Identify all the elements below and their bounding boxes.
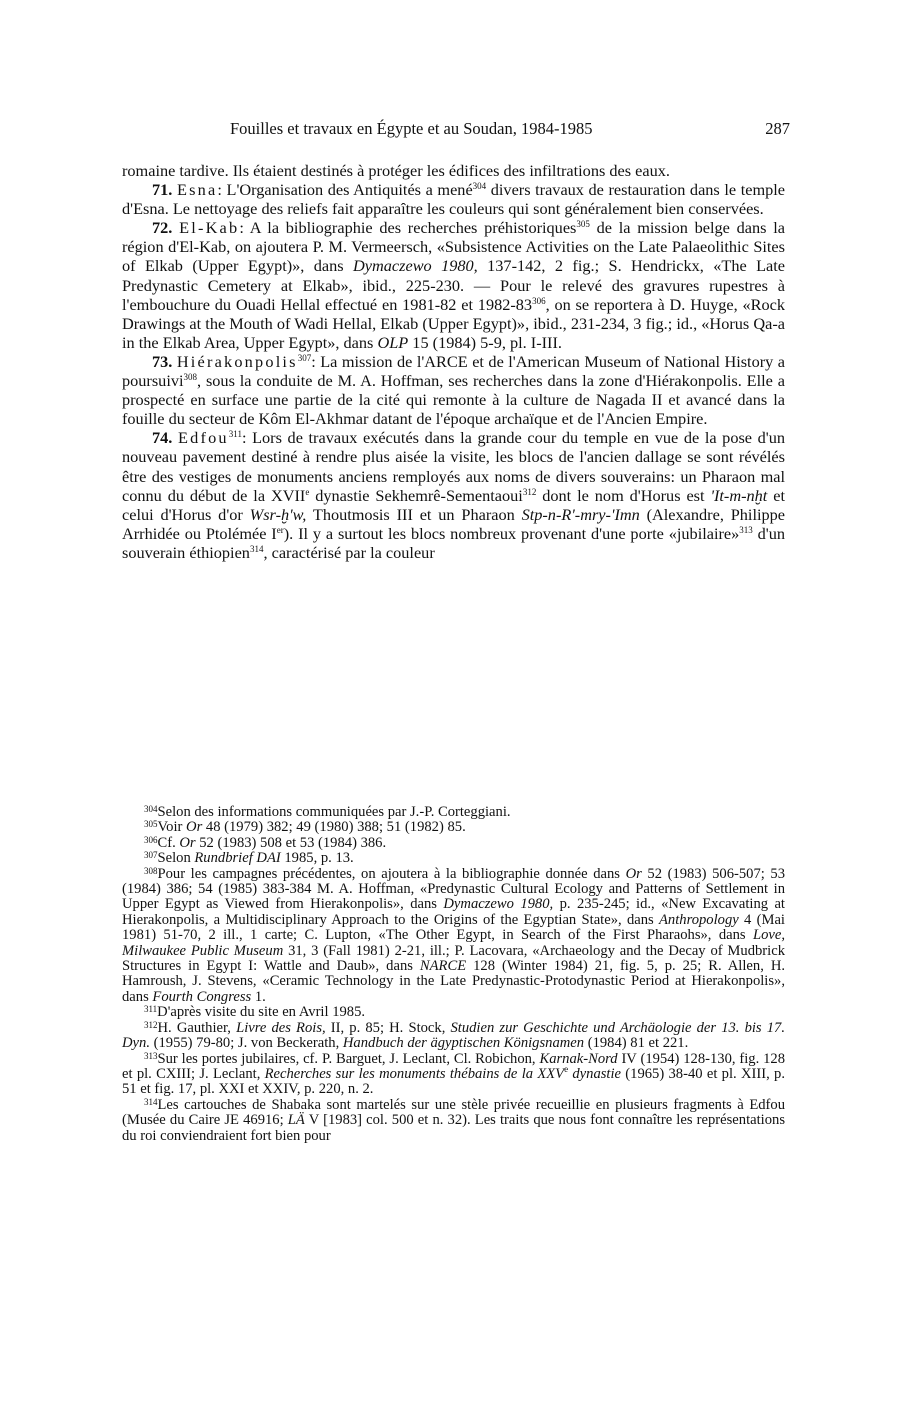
italic-run: Stp-n-R'-mry-'Imn: [521, 504, 640, 524]
text-run: 15 (1984) 5-9, pl. I-III.: [408, 332, 562, 352]
text-run: Selon: [157, 850, 195, 867]
text-run: , on se reportera à D. Huyge, «Rock Drawings at the Mouth of Wadi Hellal, Elkab (Upper Egypt)», ibid., 231-234, 3 fig.; id., «Horus Qa-a in the Elkab Area, Upper Egypt», dans: [122, 294, 785, 352]
text-run: 4 (Mai 1981) 51-70, 2 ill., 1 carte; C. Lupton, «The Other Egypt, in Search of the First Pharaohs», dans: [122, 911, 785, 944]
text-run: , sous la conduite de M. A. Hoffman, ses recherches dans la zone d'Hiérakonpolis. Elle a prospecté en surface une partie de la cité qui remonte à la culture de Nagada II et avancé dans la fouille du secteur de Kôm El-Akhmar datant de l'époque archaïque et de l'Ancien Empire.: [122, 371, 785, 429]
italic-run: LÄ: [287, 1112, 305, 1129]
italic-run: NARCE: [419, 958, 467, 975]
text-run: IV (1954) 128-130, fig. 128 et pl. CXIII; J. Leclant,: [122, 1050, 786, 1082]
text-run: 52 (1983) 506-507; 53 (1984) 386; 54 (1985) 383-384 M. A. Hoffman, «Predynastic Cultural Ecology and Patterns of Settlement in Upper Egypt as Viewed from Hierakonpolis», dans: [122, 865, 785, 913]
italic-run: Recherches sur les monuments thébains de la XXV: [264, 1065, 565, 1082]
text-run: D'après visite du site en Avril 1985.: [157, 1004, 366, 1021]
site-name: Hiérakonpolis: [176, 351, 298, 371]
footnote-number: 307: [144, 850, 158, 861]
text-run: (Alexandre, Philippe Arrhidée ou Ptolémée I: [122, 504, 785, 543]
footnote-ref[interactable]: 307: [297, 352, 312, 363]
footnote-number: 312: [144, 1019, 158, 1030]
footnote-number: 304: [144, 804, 158, 814]
site-name: El-Kab: [179, 218, 240, 238]
italic-run: Handbuch der ägyptischen Königsnamen: [342, 1035, 585, 1052]
italic-run: 'It-m-nḫt: [710, 485, 768, 505]
main-text: [122, 161, 785, 562]
text-run: Sur les portes jubilaires, cf. P. Barguet, J. Leclant, Cl. Robichon,: [157, 1050, 540, 1067]
footnote-number: 311: [144, 1004, 158, 1015]
italic-run: Or: [186, 819, 203, 836]
text-run: H. Gauthier,: [157, 1019, 237, 1036]
footnote-number: 305: [144, 819, 158, 830]
text-run: (1955) 79-80; J. von Beckerath,: [149, 1035, 343, 1052]
footnote-304: [122, 805, 785, 820]
text-run: : A la bibliographie des recherches préhistoriques: [239, 218, 577, 238]
text-run: Selon des informations communiquées par J.-P. Corteggiani.: [157, 804, 511, 820]
italic-run: Wsr-ḫ'w,: [249, 504, 307, 524]
footnote-312: [122, 1021, 785, 1052]
section-number: 74.: [152, 428, 173, 448]
text-run: 128 (Winter 1984) 21, fig. 5, p. 25; R. Allen, H. Hamroush, J. Stevens, «Ceramic Technology in the Late Predynastic-Protodynastic Period at Hierakonpolis», dans: [122, 958, 786, 1005]
italic-run: Love, Milwaukee Public Museum: [122, 927, 785, 959]
text-run: (1984) 81 et 221.: [584, 1035, 689, 1052]
text-run: ). Il y a surtout les blocs nombreux provenant d'une porte «jubilaire»: [283, 523, 740, 543]
text-run: : Lors de travaux exécutés dans la grande cour du temple en vue de la pose d'un nouveau pavement destiné à rendre plus aisée la visite, les blocs de l'ancien dallage se sont révélés être des vestiges de monuments anciens remployés aux noms de divers souverains: un Pharaon mal connu du début de la XVII: [122, 428, 785, 505]
footnote-305: [122, 820, 785, 835]
section-number: 71.: [152, 180, 173, 200]
section-74-edfou: [122, 428, 785, 562]
text-run: dont le nom d'Horus est: [536, 485, 711, 505]
footnote-ref[interactable]: 313: [739, 524, 753, 535]
section-73-hierakonpolis: [122, 352, 785, 428]
text-run: Voir: [157, 819, 187, 836]
running-title: Fouilles et travaux en Égypte et au Soudan, 1984-1985: [230, 119, 593, 138]
italic-run: Anthropology: [659, 911, 739, 928]
site-name: Edfou: [177, 428, 229, 448]
text-run: 31, 3 (Fall 1981) 2-21, ill.; P. Lacovara, «Archaeology and the Decay of Mudbrick Structures in Egypt I: Wattle and Daub», dans: [122, 942, 785, 975]
text-run: II, p. 85; H. Stock,: [325, 1019, 451, 1036]
section-number: 72.: [152, 218, 173, 238]
italic-run: Or: [625, 865, 642, 882]
text-run: et celui d'Horus d'or: [122, 485, 785, 524]
footnote-number: 313: [144, 1050, 158, 1061]
footnote-308: [122, 867, 785, 1006]
italic-run: Dymaczewo 1980,: [353, 256, 478, 276]
text-run: , caractérisé par la couleur: [263, 542, 435, 562]
footnotes: [122, 805, 785, 1144]
superscript: er: [276, 524, 284, 535]
italic-run: Studien zur Geschichte und Archäologie der 13. bis 17. Dyn.: [122, 1019, 785, 1052]
site-name: Esna: [176, 180, 218, 200]
section-72-el-kab: [122, 218, 785, 352]
footnote-ref[interactable]: 311: [228, 429, 242, 440]
text-run: de la mission belge dans la région d'El-Kab, on ajoutera P. M. Vermeersch, «Subsistence Activities on the Late Palaeolithic Sites of Elkab (Upper Egypt)», dans: [122, 218, 785, 276]
italic-run: Dymaczewo 1980,: [443, 896, 554, 913]
superscript: e: [564, 1063, 569, 1074]
text-run: Les cartouches de Shabaka sont martelés sur une stèle privée recueillie en plusieurs fragments à Edfou (Musée du Caire JE 46916;: [122, 1096, 785, 1129]
text-run: divers travaux de restauration dans le temple d'Esna. Le nettoyage des reliefs fait apparaître les couleurs qui sont généralement bien conservées.: [122, 180, 785, 219]
footnote-number: 308: [144, 865, 158, 876]
footnote-ref[interactable]: 306: [532, 295, 546, 306]
superscript: e: [305, 486, 310, 497]
footnote-ref[interactable]: 312: [522, 486, 537, 497]
text-run: 1.: [251, 988, 266, 1005]
footnote-ref[interactable]: 304: [472, 181, 487, 192]
footnote-number: 306: [144, 834, 158, 845]
italic-run: Livre des Rois,: [236, 1019, 326, 1036]
footnote-ref[interactable]: 314: [249, 543, 264, 554]
text-run: dynastie Sekhemrê-Sementaoui: [309, 485, 523, 505]
text-run: Pour les campagnes précédentes, on ajoutera à la bibliographie donnée dans: [157, 865, 626, 882]
italic-run: Or: [179, 834, 196, 851]
footnote-313: [122, 1052, 785, 1098]
italic-run: dynastie: [568, 1065, 622, 1082]
footnote-311: [122, 1005, 785, 1020]
text-run: p. 235-245; id., «New Excavating at Hierakonpolis, a Multidisciplinary Approach to the Origins of the Egyptian State», dans: [122, 896, 785, 928]
text-run: 137-142, 2 fig.; S. Hendrickx, «The Late Predynastic Cemetery at Elkab», ibid., 225-230. — Pour le relevé des gravures rupestres à l'embouchure du Ouadi Hellal effectué en 1981-82 et 1982-83: [122, 256, 786, 314]
text-run: d'un souverain éthiopien: [122, 523, 785, 562]
section-number: 73.: [152, 351, 173, 371]
running-header: [230, 118, 790, 140]
text-run: 52 (1983) 508 et 53 (1984) 386.: [195, 834, 387, 851]
text-run: : La mission de l'ARCE et de l'American Museum of National History a poursuivi: [122, 351, 785, 391]
footnote-314: [122, 1098, 785, 1144]
text-run: 1985, p. 13.: [280, 850, 354, 867]
section-71-esna: [122, 180, 785, 218]
text-run: Thoutmosis III et un Pharaon: [306, 504, 522, 524]
footnote-number: 314: [144, 1096, 158, 1107]
footnote-306: [122, 836, 785, 851]
italic-run: Rundbrief DAI: [194, 850, 281, 867]
italic-run: Karnak-Nord: [539, 1050, 618, 1067]
footnote-ref[interactable]: 305: [576, 219, 590, 230]
footnote-ref[interactable]: 308: [183, 372, 198, 383]
text-run: (1965) 38-40 et pl. XIII, p. 51 et fig. 17, pl. XXI et XXIV, p. 220, n. 2.: [122, 1065, 785, 1098]
page-number: 287: [765, 119, 790, 138]
italic-run: OLP: [377, 332, 409, 352]
paragraph-continuation: romaine tardive. Ils étaient destinés à protéger les édifices des infiltrations des eaux.: [122, 161, 670, 180]
footnote-307: [122, 851, 785, 866]
text-run: : L'Organisation des Antiquités a mené: [217, 180, 473, 200]
text-run: 48 (1979) 382; 49 (1980) 388; 51 (1982) 85.: [202, 819, 466, 836]
text-run: V [1983] col. 500 et n. 32). Les traits que nous font connaître les représentations du roi conviendraient fort bien pour: [122, 1112, 785, 1144]
italic-run: Fourth Congress: [152, 988, 252, 1005]
text-run: Cf.: [157, 834, 180, 851]
